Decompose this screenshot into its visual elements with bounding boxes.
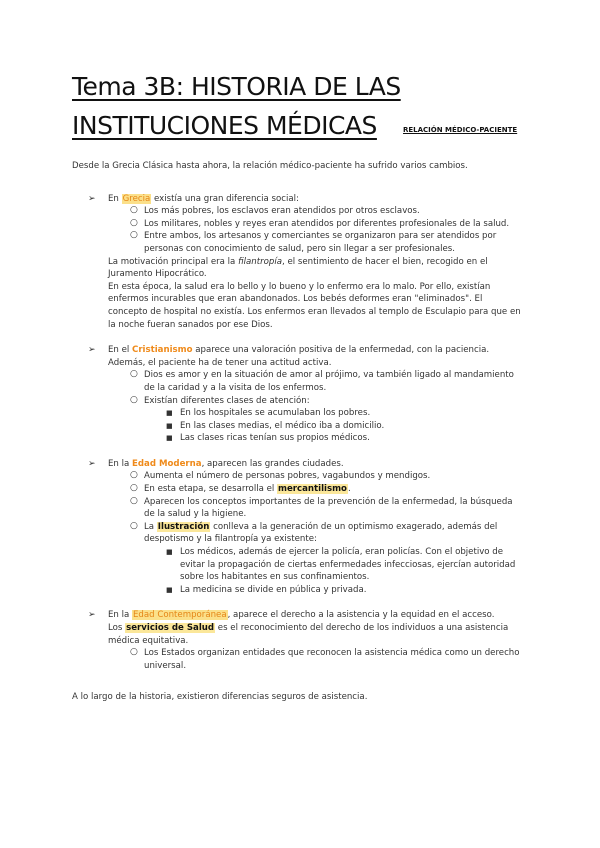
circle-bullet-icon: ○ (130, 394, 138, 405)
circle-bullet-icon: ○ (130, 205, 138, 216)
list-item: ○ En esta etapa, se desarrolla el mercantilismo. (130, 483, 351, 495)
circle-bullet-icon: ○ (130, 495, 138, 506)
document-body (72, 160, 522, 704)
term-mercantilismo: mercantilismo (278, 484, 347, 495)
list-subitem: ■ En los hospitales se acumulaban los pobres. (166, 408, 371, 419)
term-cristianismo: Cristianismo (132, 345, 193, 356)
list-item: ○ Existían diferentes clases de atención: (130, 394, 310, 406)
circle-bullet-icon: ○ (130, 647, 138, 658)
arrow-bullet-icon: ➢ (88, 345, 96, 356)
square-bullet-icon: ■ (166, 409, 173, 418)
list-subitem: ■ La medicina se divide en pública y privada. (166, 584, 367, 595)
list-subitem: ■ Las clases ricas tenían sus propios médicos. (166, 433, 370, 444)
circle-bullet-icon: ○ (130, 230, 138, 241)
list-subitem: ■ Los médicos, además de ejercer la policía, eran policías. Con el objetivo de evitar la propagación de ciertas enfermedades infecciosas, ejercían autoridad sobre los habitantes en sus confinamientos. (166, 547, 516, 583)
arrow-bullet-icon: ➢ (88, 193, 96, 204)
term-servicios-salud: servicios de Salud (126, 623, 215, 633)
title-line-1: Tema 3B: HISTORIA DE LAS (72, 72, 401, 101)
grecia-health-paragraph: En esta época, la salud era lo bello y lo bueno y lo enfermo era lo malo. Por ello, existían enfermos incurables que eran abandonados. Los bebés deformes eran "eliminados". El concepto de hospital no existía. Los enfermos eran llevados al templo de Esculapio para que en la noche fueran sanados por ese Dios. (108, 281, 521, 330)
servicios-salud-paragraph: Los servicios de Salud es el reconocimiento del derecho de los individuos a una asistencia médica equitativa. (108, 623, 509, 646)
section-edad-moderna: ➢ En la Edad Moderna, aparecen las grandes ciudades. (88, 458, 344, 469)
circle-bullet-icon: ○ (130, 520, 138, 531)
term-ilustracion: Ilustración (157, 521, 210, 532)
circle-bullet-icon: ○ (130, 470, 138, 481)
list-item: ○ Los Estados organizan entidades que reconocen la asistencia médica como un derecho universal. (130, 647, 520, 671)
term-edad-moderna: Edad Moderna (132, 458, 202, 469)
list-item: ○ Aparecen los conceptos importantes de la prevención de la enfermedad, la búsqueda de la salud y la higiene. (130, 495, 513, 520)
subtitle: RELACIÓN MÉDICO-PACIENTE (403, 126, 518, 134)
grecia-motivation: La motivación principal era la filantropía, el sentimiento de hacer el bien, recogido en el Juramento Hipocrático. (108, 256, 488, 280)
circle-bullet-icon: ○ (130, 483, 138, 494)
circle-bullet-icon: ○ (130, 369, 138, 380)
list-item: ○ Entre ambos, los artesanos y comerciantes se organizaron para ser atendidos por personas con conocimiento de salud, pero sin llegar a ser profesionales. (130, 230, 497, 254)
title-line-2: INSTITUCIONES MÉDICAS (72, 111, 377, 140)
list-item: ○ Los más pobres, los esclavos eran atendidos por otros esclavos. (130, 205, 420, 217)
list-item: ○ Aumenta el número de personas pobres, vagabundos y mendigos. (130, 470, 431, 482)
term-grecia: Grecia (122, 193, 151, 204)
list-item: ○ Dios es amor y en la situación de amor al prójimo, va también ligado al mandamiento de la caridad y a la visita de los enfermos. (130, 369, 514, 393)
intro-paragraph: Desde la Grecia Clásica hasta ahora, la relación médico-paciente ha sufrido varios cambios. (72, 161, 468, 171)
section-grecia: ➢ En Grecia existía una gran diferencia social: (88, 193, 299, 204)
section-edad-contemporanea: ➢ En la Edad Contemporánea, aparece el derecho a la asistencia y la equidad en el acceso. (88, 610, 495, 621)
circle-bullet-icon: ○ (130, 217, 138, 228)
list-subitem: ■ En las clases medias, el médico iba a domicilio. (166, 420, 385, 431)
closing-paragraph: A lo largo de la historia, existieron diferencias seguros de asistencia. (72, 692, 368, 703)
list-item: ○ La Ilustración conlleva a la generación de un optimismo exagerado, además del despotismo y la filantropía ya existente: (130, 520, 498, 545)
square-bullet-icon: ■ (166, 434, 173, 443)
arrow-bullet-icon: ➢ (88, 458, 96, 469)
square-bullet-icon: ■ (166, 421, 173, 430)
list-item: ○ Los militares, nobles y reyes eran atendidos por diferentes profesionales de la salud. (130, 217, 510, 229)
square-bullet-icon: ■ (166, 548, 173, 557)
square-bullet-icon: ■ (166, 585, 173, 594)
arrow-bullet-icon: ➢ (88, 610, 96, 621)
term-edad-contemporanea: Edad Contemporánea (133, 610, 227, 621)
section-cristianismo: ➢ En el Cristianismo aparece una valoración positiva de la enfermedad, con la paciencia. Además, el paciente ha de tener una actitud activa. (88, 345, 490, 368)
